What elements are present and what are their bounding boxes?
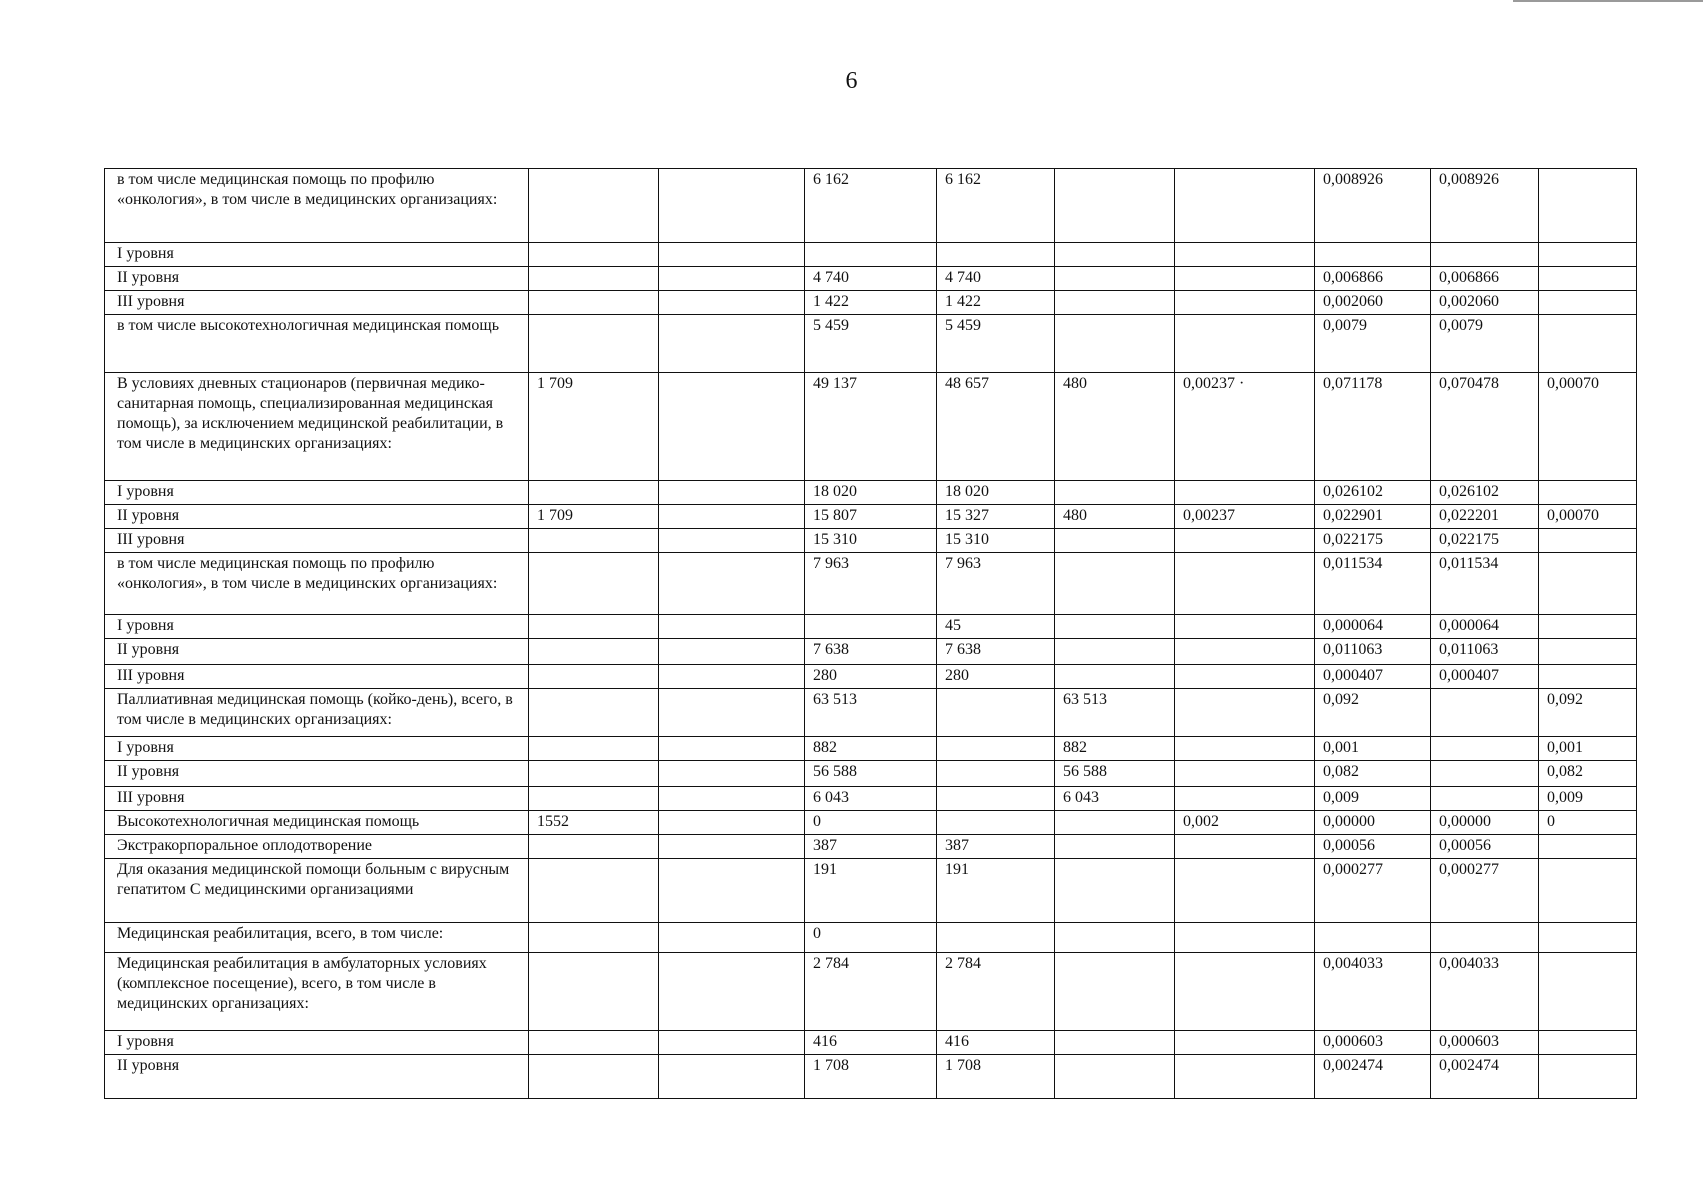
table-cell — [1539, 243, 1637, 267]
table-cell: 0,00056 — [1431, 835, 1539, 859]
table-cell — [1175, 737, 1315, 761]
table-cell — [659, 923, 805, 953]
row-label: в том числе медицинская помощь по профилю «онкология», в том числе в медицинских организациях: — [105, 553, 529, 615]
table-cell: 0,011534 — [1315, 553, 1431, 615]
table-cell — [1431, 689, 1539, 737]
table-row — [105, 1031, 1637, 1055]
row-label: I уровня — [105, 615, 529, 639]
table-cell: 1552 — [529, 811, 659, 835]
table-cell: 0,000277 — [1315, 859, 1431, 923]
table-cell: 280 — [937, 665, 1055, 689]
table-cell — [529, 923, 659, 953]
table-row — [105, 689, 1637, 737]
row-label: III уровня — [105, 291, 529, 315]
table-cell: 0,006866 — [1431, 267, 1539, 291]
table-cell — [1175, 1055, 1315, 1099]
table-row — [105, 953, 1637, 1031]
table-cell — [1539, 953, 1637, 1031]
table-row — [105, 615, 1637, 639]
table-cell: 0,001 — [1315, 737, 1431, 761]
table-row — [105, 505, 1637, 529]
table-cell: 18 020 — [805, 481, 937, 505]
table-cell — [529, 737, 659, 761]
table-cell — [1055, 169, 1175, 243]
table-cell: 5 459 — [805, 315, 937, 373]
table-cell — [1175, 665, 1315, 689]
row-label: Для оказания медицинской помощи больным с вирусным гепатитом С медицинскими организациями — [105, 859, 529, 923]
table-cell: 387 — [937, 835, 1055, 859]
table-cell — [659, 787, 805, 811]
table-row — [105, 835, 1637, 859]
table-cell — [529, 787, 659, 811]
table-cell: 0,002060 — [1431, 291, 1539, 315]
table-row — [105, 787, 1637, 811]
table-cell — [529, 615, 659, 639]
table-cell — [1175, 481, 1315, 505]
table-row — [105, 373, 1637, 481]
table-cell: 1 708 — [937, 1055, 1055, 1099]
table-cell — [1055, 923, 1175, 953]
table-cell — [529, 291, 659, 315]
table-cell: 0,009 — [1315, 787, 1431, 811]
table-cell — [1055, 243, 1175, 267]
table-cell: 0,002 — [1175, 811, 1315, 835]
table-cell: 7 963 — [805, 553, 937, 615]
table-cell — [529, 553, 659, 615]
table-cell: 1 422 — [805, 291, 937, 315]
row-label: в том числе медицинская помощь по профилю «онкология», в том числе в медицинских организациях: — [105, 169, 529, 243]
table-cell — [659, 859, 805, 923]
table-cell — [1055, 1055, 1175, 1099]
table-cell — [937, 243, 1055, 267]
table-cell — [1055, 615, 1175, 639]
table-cell — [529, 315, 659, 373]
table-cell — [659, 761, 805, 787]
table-cell — [659, 315, 805, 373]
table-cell — [659, 373, 805, 481]
table-cell — [1539, 553, 1637, 615]
table-cell — [529, 665, 659, 689]
table-row — [105, 291, 1637, 315]
table-cell — [937, 811, 1055, 835]
row-label: I уровня — [105, 1031, 529, 1055]
table-cell — [1175, 689, 1315, 737]
table-cell: 0,008926 — [1315, 169, 1431, 243]
data-table — [104, 168, 1637, 1099]
table-cell — [1539, 639, 1637, 665]
table-cell: 0,011063 — [1315, 639, 1431, 665]
table-cell: 0,026102 — [1431, 481, 1539, 505]
table-cell — [1175, 553, 1315, 615]
row-label: II уровня — [105, 267, 529, 291]
row-label: III уровня — [105, 529, 529, 553]
table-cell — [1539, 615, 1637, 639]
table-cell — [1175, 787, 1315, 811]
table-cell: 1 708 — [805, 1055, 937, 1099]
table-cell: 15 327 — [937, 505, 1055, 529]
table-row — [105, 1055, 1637, 1099]
table-cell: 0,022175 — [1315, 529, 1431, 553]
table-cell — [529, 529, 659, 553]
table-row — [105, 529, 1637, 553]
table-cell — [1055, 1031, 1175, 1055]
table-cell — [529, 761, 659, 787]
table-cell: 15 310 — [805, 529, 937, 553]
table-cell: 6 043 — [805, 787, 937, 811]
table-cell — [529, 835, 659, 859]
table-cell: 280 — [805, 665, 937, 689]
table-cell — [659, 243, 805, 267]
table-cell — [1055, 835, 1175, 859]
table-cell: 0,026102 — [1315, 481, 1431, 505]
table-body — [105, 169, 1637, 1099]
table-cell — [659, 505, 805, 529]
table-cell — [659, 1055, 805, 1099]
table-cell: 6 162 — [937, 169, 1055, 243]
table-cell — [1431, 761, 1539, 787]
table-cell — [1539, 1055, 1637, 1099]
table-cell — [1539, 665, 1637, 689]
table-cell — [1175, 243, 1315, 267]
table-cell: 480 — [1055, 505, 1175, 529]
table-row — [105, 267, 1637, 291]
table-cell — [937, 787, 1055, 811]
table-cell: 56 588 — [805, 761, 937, 787]
table-cell — [1539, 923, 1637, 953]
table-cell — [1539, 267, 1637, 291]
table-cell: 0,092 — [1315, 689, 1431, 737]
table-cell: 0 — [1539, 811, 1637, 835]
table-cell: 1 709 — [529, 505, 659, 529]
table-cell — [1175, 923, 1315, 953]
table-cell: 63 513 — [805, 689, 937, 737]
table-cell — [1055, 859, 1175, 923]
table-cell: 0,001 — [1539, 737, 1637, 761]
row-label: Медицинская реабилитация, всего, в том числе: — [105, 923, 529, 953]
row-label: III уровня — [105, 787, 529, 811]
table-cell: 63 513 — [1055, 689, 1175, 737]
table-cell — [1055, 639, 1175, 665]
table-cell — [1055, 665, 1175, 689]
table-cell: 0,000603 — [1431, 1031, 1539, 1055]
table-cell — [529, 859, 659, 923]
table-cell: 882 — [1055, 737, 1175, 761]
table-cell — [1431, 243, 1539, 267]
table-cell — [529, 953, 659, 1031]
table-cell — [1055, 553, 1175, 615]
table-cell: 0,00237 — [1175, 505, 1315, 529]
table-cell: 0,002474 — [1431, 1055, 1539, 1099]
table-cell — [805, 615, 937, 639]
table-cell: 0,00000 — [1315, 811, 1431, 835]
table-cell: 15 310 — [937, 529, 1055, 553]
table-cell — [659, 1031, 805, 1055]
table-cell: 48 657 — [937, 373, 1055, 481]
row-label: I уровня — [105, 243, 529, 267]
table-cell: 1 422 — [937, 291, 1055, 315]
table-cell — [1539, 859, 1637, 923]
table-cell — [1315, 243, 1431, 267]
table-row — [105, 665, 1637, 689]
table-cell — [1539, 835, 1637, 859]
table-cell: 480 — [1055, 373, 1175, 481]
table-row — [105, 481, 1637, 505]
table-cell: 0,000407 — [1315, 665, 1431, 689]
table-cell — [1175, 953, 1315, 1031]
row-label: I уровня — [105, 737, 529, 761]
table-cell: 45 — [937, 615, 1055, 639]
table-row — [105, 243, 1637, 267]
table-cell — [1175, 291, 1315, 315]
table-row — [105, 737, 1637, 761]
table-cell — [1055, 811, 1175, 835]
table-cell: 18 020 — [937, 481, 1055, 505]
table-cell — [1539, 529, 1637, 553]
table-cell — [1175, 529, 1315, 553]
table-cell: 4 740 — [937, 267, 1055, 291]
table-cell — [659, 481, 805, 505]
table-cell: 0,022175 — [1431, 529, 1539, 553]
table-cell — [1539, 169, 1637, 243]
table-row — [105, 923, 1637, 953]
table-row — [105, 553, 1637, 615]
table-cell: 0,00237 · — [1175, 373, 1315, 481]
table-cell: 0,092 — [1539, 689, 1637, 737]
table-cell — [1055, 953, 1175, 1031]
table-cell — [659, 811, 805, 835]
table-cell — [529, 1031, 659, 1055]
table-cell: 0,006866 — [1315, 267, 1431, 291]
table-cell — [937, 737, 1055, 761]
row-label: Высокотехнологичная медицинская помощь — [105, 811, 529, 835]
row-label: в том числе высокотехнологичная медицинская помощь — [105, 315, 529, 373]
table-row — [105, 639, 1637, 665]
table-cell: 0,000064 — [1315, 615, 1431, 639]
table-cell — [659, 835, 805, 859]
table-cell: 0,071178 — [1315, 373, 1431, 481]
row-label: III уровня — [105, 665, 529, 689]
table-cell: 882 — [805, 737, 937, 761]
row-label: Медицинская реабилитация в амбулаторных условиях (комплексное посещение), всего, в том числе в медицинских организациях: — [105, 953, 529, 1031]
table-cell — [659, 639, 805, 665]
table-cell: 0 — [805, 923, 937, 953]
table-cell — [937, 689, 1055, 737]
table-cell — [1539, 291, 1637, 315]
table-cell: 191 — [805, 859, 937, 923]
table-cell — [659, 737, 805, 761]
row-label: II уровня — [105, 505, 529, 529]
table-cell: 0,0079 — [1315, 315, 1431, 373]
table-cell — [1431, 737, 1539, 761]
table-cell: 0,00070 — [1539, 373, 1637, 481]
table-cell — [1055, 529, 1175, 553]
table-cell — [805, 243, 937, 267]
table-cell: 0,000407 — [1431, 665, 1539, 689]
table-cell: 0,009 — [1539, 787, 1637, 811]
table-row — [105, 315, 1637, 373]
table-row — [105, 811, 1637, 835]
row-label: Паллиативная медицинская помощь (койко-день), всего, в том числе в медицинских организациях: — [105, 689, 529, 737]
table-cell — [1055, 481, 1175, 505]
row-label: II уровня — [105, 639, 529, 665]
table-cell: 0,008926 — [1431, 169, 1539, 243]
table-cell: 0,000064 — [1431, 615, 1539, 639]
table-cell — [529, 639, 659, 665]
table-cell: 6 162 — [805, 169, 937, 243]
table-cell: 0,004033 — [1315, 953, 1431, 1031]
table-cell: 7 638 — [937, 639, 1055, 665]
table-cell: 4 740 — [805, 267, 937, 291]
table-cell: 0,00056 — [1315, 835, 1431, 859]
page-number: 6 — [845, 68, 858, 94]
table-cell: 387 — [805, 835, 937, 859]
table-cell: 0,004033 — [1431, 953, 1539, 1031]
table-cell — [659, 169, 805, 243]
table-cell: 6 043 — [1055, 787, 1175, 811]
table-cell — [1175, 859, 1315, 923]
table-cell — [1175, 169, 1315, 243]
table-cell — [659, 665, 805, 689]
row-label: II уровня — [105, 761, 529, 787]
row-label: В условиях дневных стационаров (первичная медико-санитарная помощь, специализированная медицинская помощь), за исключением медицинской реабилитации, в том числе в медицинских организациях: — [105, 373, 529, 481]
table-cell — [937, 761, 1055, 787]
table-cell: 2 784 — [937, 953, 1055, 1031]
table-cell: 2 784 — [805, 953, 937, 1031]
table-cell — [937, 923, 1055, 953]
table-cell — [659, 267, 805, 291]
table-cell — [1175, 835, 1315, 859]
table-cell — [1431, 787, 1539, 811]
table-cell: 0 — [805, 811, 937, 835]
table-cell — [529, 1055, 659, 1099]
table-cell — [1175, 1031, 1315, 1055]
table-cell: 0,082 — [1315, 761, 1431, 787]
table-cell — [1175, 761, 1315, 787]
table-cell — [659, 615, 805, 639]
table-cell: 0,082 — [1539, 761, 1637, 787]
table-cell: 1 709 — [529, 373, 659, 481]
table-cell: 5 459 — [937, 315, 1055, 373]
table-cell — [1539, 315, 1637, 373]
table-cell — [529, 267, 659, 291]
table-row — [105, 859, 1637, 923]
table-cell — [529, 169, 659, 243]
table-cell: 0,022901 — [1315, 505, 1431, 529]
table-cell: 0,002474 — [1315, 1055, 1431, 1099]
table-cell — [1315, 923, 1431, 953]
table-cell — [659, 689, 805, 737]
table-cell — [1539, 481, 1637, 505]
table-cell — [1055, 315, 1175, 373]
table-cell — [529, 481, 659, 505]
table-cell — [529, 689, 659, 737]
table-cell — [1055, 267, 1175, 291]
table-cell — [1055, 291, 1175, 315]
row-label: II уровня — [105, 1055, 529, 1099]
table-cell: 0,000603 — [1315, 1031, 1431, 1055]
table-cell: 0,00000 — [1431, 811, 1539, 835]
table-cell: 15 807 — [805, 505, 937, 529]
table-cell: 416 — [937, 1031, 1055, 1055]
table-cell: 0,00070 — [1539, 505, 1637, 529]
table-cell — [1175, 615, 1315, 639]
table-cell: 0,011063 — [1431, 639, 1539, 665]
table-cell: 56 588 — [1055, 761, 1175, 787]
table-cell: 416 — [805, 1031, 937, 1055]
page-top-rule — [1513, 0, 1703, 2]
table-cell: 191 — [937, 859, 1055, 923]
table-cell — [659, 953, 805, 1031]
table-cell — [659, 553, 805, 615]
table-cell: 0,0079 — [1431, 315, 1539, 373]
table-cell — [659, 291, 805, 315]
table-cell: 0,002060 — [1315, 291, 1431, 315]
table-cell — [529, 243, 659, 267]
table-cell: 0,011534 — [1431, 553, 1539, 615]
row-label: I уровня — [105, 481, 529, 505]
table-cell — [1175, 267, 1315, 291]
row-label: Экстракорпоральное оплодотворение — [105, 835, 529, 859]
table-cell — [659, 529, 805, 553]
table-cell: 7 963 — [937, 553, 1055, 615]
table-row — [105, 761, 1637, 787]
table-cell: 0,070478 — [1431, 373, 1539, 481]
table-cell: 0,000277 — [1431, 859, 1539, 923]
table-cell — [1431, 923, 1539, 953]
table-cell: 7 638 — [805, 639, 937, 665]
table-cell: 49 137 — [805, 373, 937, 481]
table-cell — [1539, 1031, 1637, 1055]
table-cell — [1175, 315, 1315, 373]
table-cell — [1175, 639, 1315, 665]
table-row — [105, 169, 1637, 243]
table-cell: 0,022201 — [1431, 505, 1539, 529]
